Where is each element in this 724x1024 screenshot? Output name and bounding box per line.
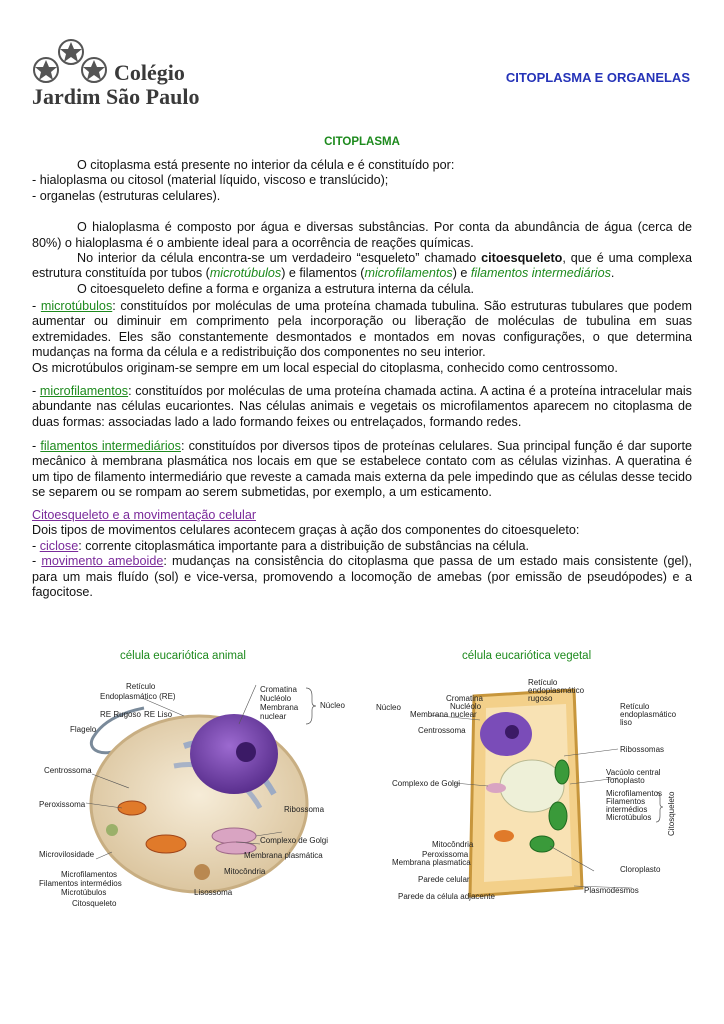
section-title: CITOPLASMA bbox=[324, 136, 400, 148]
star-icon bbox=[34, 58, 58, 82]
label-plasmodesmos: Plasmodesmos bbox=[584, 886, 639, 895]
dash: - bbox=[32, 299, 41, 313]
microfilamentos-paragraph bbox=[32, 384, 692, 430]
microtubulos-block bbox=[32, 299, 692, 376]
label-microfilamentos: Microfilamentos bbox=[61, 870, 118, 879]
text: No interior da célula encontra-se um verdadeiro “esqueleto” chamado bbox=[77, 251, 482, 266]
microfilamentos-block bbox=[32, 384, 692, 430]
label-complexo-golgi: Complexo de Golgi bbox=[392, 779, 461, 788]
lysosome bbox=[194, 864, 210, 880]
label-membrana-plasmatica: Membrana plasmática bbox=[244, 851, 323, 860]
label-ret-liso-1: Retículo bbox=[620, 702, 650, 711]
label-nuclear: nuclear bbox=[260, 712, 287, 721]
label-membrana-plasmatica: Membrana plasmatica bbox=[392, 858, 471, 867]
label-tonoplasto: Tonoplasto bbox=[606, 776, 645, 785]
microtubulos-extra: Os microtúbulos originam-se sempre em um local especial do citoplasma, conhecido como centrossomo. bbox=[32, 360, 618, 375]
label-centrossoma: Centrossoma bbox=[418, 726, 466, 735]
text: ) e filamentos ( bbox=[281, 266, 365, 281]
label-ret-rugoso-3: rugoso bbox=[528, 694, 553, 703]
ciclose-item bbox=[32, 539, 692, 554]
peroxisome bbox=[106, 824, 118, 836]
document-title: CITOPLASMA E ORGANELAS bbox=[505, 70, 690, 85]
label-citosqueleto: Citosqueleto bbox=[72, 899, 117, 908]
mitochondrion bbox=[146, 835, 186, 853]
movimento-heading: Citoesqueleto e a movimentação celular bbox=[32, 508, 257, 522]
chloroplast bbox=[549, 802, 567, 830]
star-icon bbox=[59, 40, 83, 64]
intro-block bbox=[32, 158, 692, 297]
dash: - bbox=[32, 384, 40, 398]
label-microtubulos: Microtúbulos bbox=[61, 888, 107, 897]
text: : constituídos por moléculas de uma proteína chamada actina. A actina é a proteína intracelular mais abundante nas células eucariontes. Nas células animais e vegetais os microfilamentos aparecem no citoplasma de duas formas: associadas lado a lado formando feixes ou entrelaçados, formando redes. bbox=[32, 384, 692, 429]
animal-cell-caption: célula eucariótica animal bbox=[120, 650, 246, 662]
label-microvilosidade: Microvilosidade bbox=[39, 850, 95, 859]
label-ret-liso-2: endoplasmático bbox=[620, 710, 677, 719]
label-parede-celular: Parede celular bbox=[418, 875, 470, 884]
label-filamentos-int: Filamentos intermédios bbox=[39, 879, 122, 888]
label-centrossoma: Centrossoma bbox=[44, 766, 92, 775]
nucleolus bbox=[236, 742, 256, 762]
list-item: - organelas (estruturas celulares). bbox=[32, 188, 221, 203]
list-item: - hialoplasma ou citosol (material líquido, viscoso e translúcido); bbox=[32, 173, 389, 188]
label-membrana-nuclear: Membrana nuclear bbox=[410, 710, 477, 719]
mitochondrion bbox=[494, 830, 514, 842]
label-microtubulos: Microtúbulos bbox=[606, 813, 652, 822]
term-microtubulos: microtúbulos bbox=[209, 266, 282, 281]
label-lisossoma: Lisossoma bbox=[194, 888, 233, 897]
label-reticulo: Retículo bbox=[126, 682, 156, 691]
term-movimento-ameboide: movimento ameboide bbox=[41, 554, 164, 569]
animal-cell-diagram bbox=[34, 676, 354, 914]
label-mitocondria: Mitocôndria bbox=[224, 867, 266, 876]
label-ribossoma: Ribossoma bbox=[284, 805, 325, 814]
label-ret-liso-3: liso bbox=[620, 718, 633, 727]
nucleus bbox=[190, 714, 278, 794]
label-intermedios: intermédios bbox=[606, 805, 648, 814]
text: : constituídos por moléculas de uma proteína chamada tubulina. São estruturas tubulares que podem aumentar ou diminuir em comprimento pela incorporação ou liberação de moléculas de tubulina em suas extremidades. Eles são constantemente desmontados e montados em novas configurações, o que determina mudanças na forma da célula e a redistribuição dos componentes no seu interior. bbox=[32, 299, 692, 360]
text: , que é uma complexa estrutura constituída por tubos ( bbox=[32, 251, 692, 281]
hialoplasma-paragraph: O hialoplasma é composto por água e diversas substâncias. Por conta da abundância de água (cerca de 80%) o hialoplasma é o ambiente ideal para a ocorrência de reações químicas. bbox=[32, 220, 692, 250]
label-citosqueleto: Citosqueleto bbox=[667, 791, 676, 836]
label-nucleolo: Nucléolo bbox=[450, 702, 482, 711]
label-microfilamentos: Microfilamentos bbox=[606, 789, 663, 798]
school-name: Colégio bbox=[114, 60, 185, 85]
label-cromatina: Cromatina bbox=[446, 694, 483, 703]
plant-cell-diagram bbox=[374, 676, 694, 914]
label-filamentos: Filamentos bbox=[606, 797, 646, 806]
term-filamentos-intermediarios: filamentos intermediários bbox=[40, 439, 181, 453]
school-place: Jardim São Paulo bbox=[32, 84, 200, 109]
intro-paragraph: O citoplasma está presente no interior da célula e é constituído por: bbox=[77, 158, 455, 172]
label-nucleolo: Nucléolo bbox=[260, 694, 292, 703]
label-peroxissoma: Peroxissoma bbox=[422, 850, 469, 859]
label-re-liso: RE Liso bbox=[144, 710, 173, 719]
plant-cell-caption: célula eucariótica vegetal bbox=[462, 650, 592, 662]
label-complexo-golgi: Complexo de Golgi bbox=[260, 836, 329, 845]
term-microfilamentos: microfilamentos bbox=[39, 384, 129, 398]
golgi bbox=[486, 783, 506, 793]
label-mitocondria: Mitocôndria bbox=[432, 840, 474, 849]
citoesqueleto-paragraph bbox=[32, 251, 692, 282]
microtubulos-paragraph bbox=[32, 299, 692, 361]
movimento-intro: Dois tipos de movimentos celulares acontecem graças à ação dos componentes do citoesqueleto: bbox=[32, 523, 580, 538]
label-ribossomas: Ribossomas bbox=[620, 745, 665, 754]
ameboide-item bbox=[32, 554, 692, 600]
intermediarios-paragraph bbox=[32, 439, 692, 501]
label-ret-rugoso-2: endoplasmático bbox=[528, 686, 585, 695]
text: . bbox=[610, 266, 615, 281]
term-citoesqueleto: citoesqueleto bbox=[481, 251, 563, 266]
text: : corrente citoplasmática importante para a distribuição de substâncias na célula. bbox=[78, 538, 530, 553]
chloroplast bbox=[555, 760, 569, 784]
label-re-rugoso: RE Rugoso bbox=[100, 710, 141, 719]
term-microtubulos: microtúbulos bbox=[40, 299, 113, 313]
label-vacuolo: Vacúolo central bbox=[606, 768, 661, 777]
intermediarios-block bbox=[32, 439, 692, 501]
term-filamentos-intermediarios: filamentos intermediários bbox=[470, 266, 611, 281]
label-peroxissoma: Peroxissoma bbox=[39, 800, 86, 809]
label-cromatina: Cromatina bbox=[260, 685, 297, 694]
label-ret-rugoso-1: Retículo bbox=[528, 678, 558, 687]
forma-paragraph: O citoesqueleto define a forma e organiza a estrutura interna da célula. bbox=[77, 281, 474, 296]
label-nucleo: Núcleo bbox=[320, 701, 345, 710]
label-endoplasmatico: Endoplasmático (RE) bbox=[100, 692, 176, 701]
star-icon bbox=[82, 58, 106, 82]
label-cloroplasto: Cloroplasto bbox=[620, 865, 661, 874]
nucleolus bbox=[505, 725, 519, 739]
label-membrana: Membrana bbox=[260, 703, 299, 712]
label-nucleo: Núcleo bbox=[376, 703, 401, 712]
movimento-block bbox=[32, 508, 692, 600]
term-ciclose: ciclose bbox=[39, 538, 79, 553]
dash: - bbox=[32, 538, 40, 553]
dash: - bbox=[32, 439, 41, 453]
term-microfilamentos: microfilamentos bbox=[364, 266, 453, 281]
label-parede-adjacente: Parede da célula adjacente bbox=[398, 892, 495, 901]
dash: - bbox=[32, 554, 42, 569]
text: : mudanças na consistência do citoplasma que passa de um estado mais consistente (gel), para um mais fluído (sol) e vice-versa, promovendo a locomoção de amebas (por emissão de pseudópodes) e a fagocitose. bbox=[32, 554, 692, 600]
mitochondrion bbox=[118, 801, 146, 815]
label-flagelo: Flagelo bbox=[70, 725, 97, 734]
chloroplast bbox=[530, 836, 554, 852]
text: ) e bbox=[452, 266, 471, 281]
text: : constituídos por diversos tipos de proteínas celulares. Sua principal função é dar suporte mecânico à membrana plasmática nos locais em que se estabelece contato com as células vizinhas. A queratina é um tipo de filamento intermediário que reveste a camada mais externa da pele impedindo que as células desse tecido se separem ou se rompam ao serem submetidas, por exemplo, a um esticamento. bbox=[32, 439, 692, 500]
